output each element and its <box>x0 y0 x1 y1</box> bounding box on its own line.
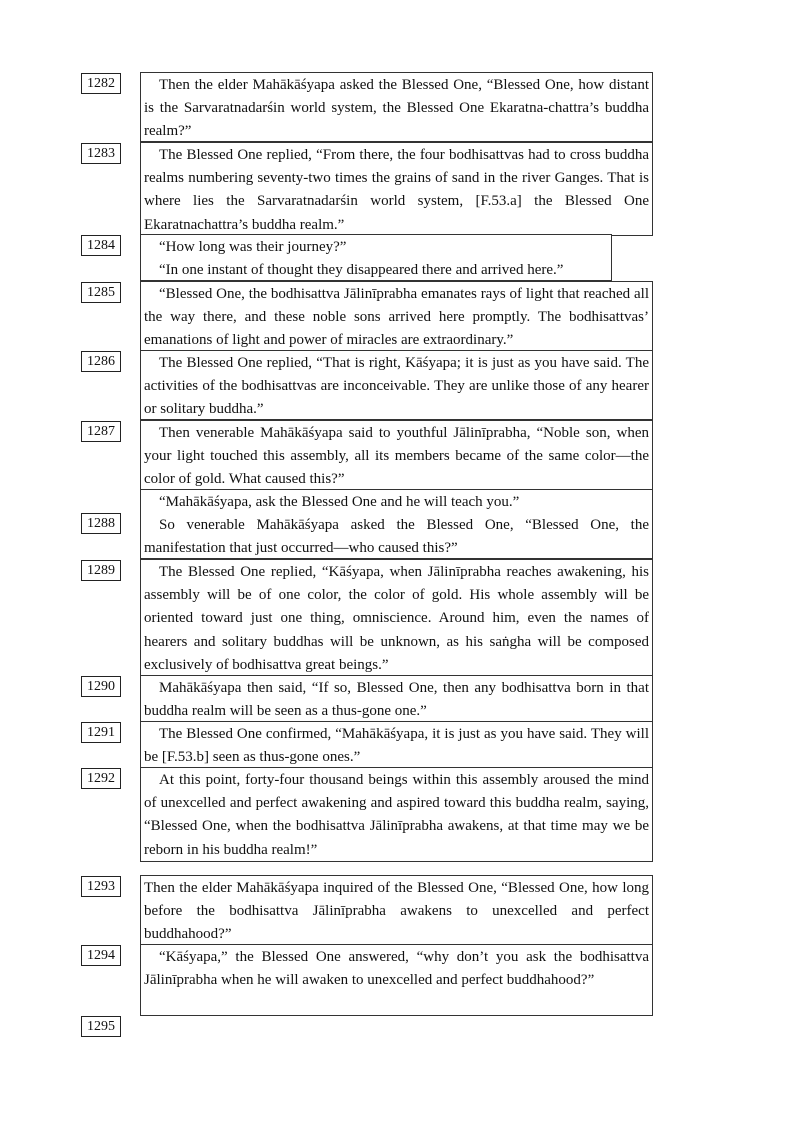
paragraph-text-box <box>140 142 653 236</box>
paragraph-line: “In one instant of thought they disappeared there and arrived here.” <box>159 262 564 279</box>
paragraph-number: 1293 <box>81 876 121 897</box>
paragraph-number: 1291 <box>81 722 121 743</box>
paragraph-line: The Blessed One confirmed, “Mahākāśyapa, it is just as you have said. They will be [F.53.b] seen as thus-gone ones.” <box>144 726 649 766</box>
paragraph-text-box <box>140 721 653 768</box>
paragraph-line: “Mahākāśyapa, ask the Blessed One and he will teach you.” <box>159 494 520 510</box>
paragraph-line: At this point, forty-four thousand beings within this assembly aroused the mind of unexcelled and perfect awakening and aspired toward this buddha realm, saying, “Blessed One, when the bodhisattva Jālinīprabha awakens, at that time may we be reborn in his buddha realm!” <box>144 772 649 858</box>
paragraph-line: Then the elder Mahākāśyapa inquired of the Blessed One, “Blessed One, how long before the bodhisattva Jālinīprabha awakens to unexcelled and perfect buddhahood?” <box>144 880 649 943</box>
paragraph-number: 1286 <box>81 351 121 372</box>
paragraph-number: 1288 <box>81 513 121 534</box>
paragraph-text-box <box>140 489 653 559</box>
paragraph-line: “Kāśyapa,” the Blessed One answered, “why don’t you ask the bodhisattva Jālinīprabha when he will awaken to unexcelled and perfect buddhahood?” <box>144 949 649 989</box>
paragraph-line: The Blessed One replied, “From there, the four bodhisattvas had to cross buddha realms numbering seventy-two times the grains of sand in the river Ganges. That is where lies the Sarvaratnadarśin world system, [F.53.a] the Blessed One Ekaratnachattra’s buddha realm.” <box>144 147 649 233</box>
paragraph-number: 1294 <box>81 945 121 966</box>
paragraph-number: 1283 <box>81 143 121 164</box>
paragraph-number: 1292 <box>81 768 121 789</box>
paragraph-line: The Blessed One replied, “That is right, Kāśyapa; it is just as you have said. The activities of the bodhisattvas are inconceivable. They are unlike those of any hearer or solitary buddha.” <box>144 355 649 418</box>
paragraph-number: 1285 <box>81 282 121 303</box>
paragraph-line: So venerable Mahākāśyapa asked the Blessed One, “Blessed One, the manifestation that just occurred—who caused this?” <box>144 517 649 557</box>
paragraph-line: The Blessed One replied, “Kāśyapa, when Jālinīprabha reaches awakening, his assembly will be of one color, the color of gold. His whole assembly will be oriented toward just one thing, omniscience. Around him, even the names of hearers and solitary buddhas will be unknown, as his saṅgha will be composed exclusively of bodhisattva great beings.” <box>144 564 649 673</box>
paragraph-number: 1284 <box>81 235 121 256</box>
paragraph-text-box <box>140 944 653 1016</box>
paragraph-number: 1282 <box>81 73 121 94</box>
paragraph-line: “How long was their journey?” <box>159 239 347 255</box>
paragraph-text-box <box>140 234 612 281</box>
paragraph-text-box <box>140 72 653 142</box>
paragraph-number: 1290 <box>81 676 121 697</box>
paragraph-text-box <box>140 420 653 490</box>
paragraph-text-box <box>140 281 653 351</box>
paragraph-line: Mahākāśyapa then said, “If so, Blessed One, then any bodhisattva born in that buddha realm will be seen as a thus-gone one.” <box>144 680 649 720</box>
paragraph-number: 1289 <box>81 560 121 581</box>
paragraph-line: “Blessed One, the bodhisattva Jālinīprabha emanates rays of light that reached all the way there, and these noble sons arrived here promptly. The bodhisattvas’ emanations of light and power of miracles are extraordinary.” <box>144 286 649 349</box>
paragraph-text-box <box>140 875 653 945</box>
paragraph-text-box <box>140 675 653 722</box>
paragraph-text-box <box>140 350 653 420</box>
paragraph-text-box <box>140 559 653 676</box>
paragraph-number: 1295 <box>81 1016 121 1037</box>
paragraph-line: Then the elder Mahākāśyapa asked the Blessed One, “Blessed One, how distant is the Sarvaratnadarśin world system, the Blessed One Ekaratna-chattra’s buddha realm?” <box>144 77 649 140</box>
paragraph-text-box <box>140 767 653 862</box>
paragraph-number: 1287 <box>81 421 121 442</box>
paragraph-line: Then venerable Mahākāśyapa said to youthful Jālinīprabha, “Noble son, when your light touched this assembly, all its members became of the same color—the color of gold. What caused this?” <box>144 425 649 488</box>
